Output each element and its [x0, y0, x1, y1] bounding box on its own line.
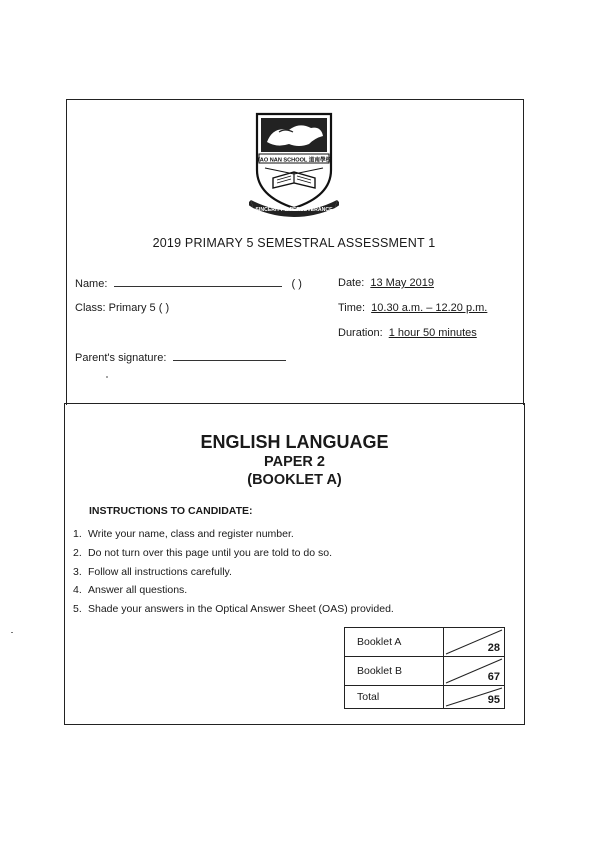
date-label: Date:: [338, 277, 365, 289]
duration-field: [338, 327, 477, 339]
name-blank-line[interactable]: [114, 276, 282, 287]
register-number-parens: ( ): [291, 278, 302, 290]
school-crest-logo: [249, 108, 339, 220]
date-field: [338, 277, 434, 289]
instruction-item: 4. Answer all questions.: [73, 584, 188, 596]
score-label: Booklet B: [345, 657, 444, 686]
instruction-item: 1. Write your name, class and register number.: [73, 528, 294, 540]
score-cell[interactable]: [444, 657, 505, 686]
duration-label: Duration:: [338, 327, 383, 339]
name-label: Name:: [75, 278, 108, 290]
score-cell[interactable]: [444, 686, 505, 709]
score-cell[interactable]: [444, 628, 505, 657]
paper-title: PAPER 2: [264, 454, 325, 470]
time-field: [338, 302, 487, 314]
crest-banner-text: TAO NAN SCHOOL 道南學校: [256, 157, 332, 164]
booklet-title: (BOOKLET A): [247, 472, 342, 488]
score-total: 67: [487, 671, 500, 683]
signature-blank-line[interactable]: [173, 350, 286, 361]
stray-dot: [106, 376, 108, 378]
score-label: Booklet A: [345, 628, 444, 657]
instructions-heading: INSTRUCTIONS TO CANDIDATE:: [89, 505, 253, 517]
class-field: Class: Primary 5 ( ): [75, 302, 170, 314]
score-row: [345, 686, 505, 709]
score-row: [345, 628, 505, 657]
parent-signature-field[interactable]: [75, 350, 286, 364]
score-label: Total: [345, 686, 444, 709]
name-field[interactable]: [75, 276, 302, 290]
time-label: Time:: [338, 302, 366, 314]
crest-motto-text: SINCERITY & PERSEVERANCE: [255, 207, 333, 213]
instruction-item: 2. Do not turn over this page until you are told to do so.: [73, 547, 332, 559]
date-value: 13 May 2019: [370, 277, 434, 289]
duration-value: 1 hour 50 minutes: [388, 327, 477, 339]
score-total: 95: [487, 694, 500, 706]
subject-title: ENGLISH LANGUAGE: [200, 432, 389, 452]
assessment-title: 2019 PRIMARY 5 SEMESTRAL ASSESSMENT 1: [152, 236, 436, 250]
instruction-item: 5. Shade your answers in the Optical Answer Sheet (OAS) provided.: [73, 603, 394, 615]
score-total: 28: [487, 642, 500, 654]
scan-mark: [11, 632, 13, 633]
parent-signature-label: Parent's signature:: [75, 352, 167, 364]
score-row: [345, 657, 505, 686]
score-table: [344, 627, 505, 709]
time-value: 10.30 a.m. – 12.20 p.m.: [371, 302, 488, 314]
instruction-item: 3. Follow all instructions carefully.: [73, 566, 232, 578]
